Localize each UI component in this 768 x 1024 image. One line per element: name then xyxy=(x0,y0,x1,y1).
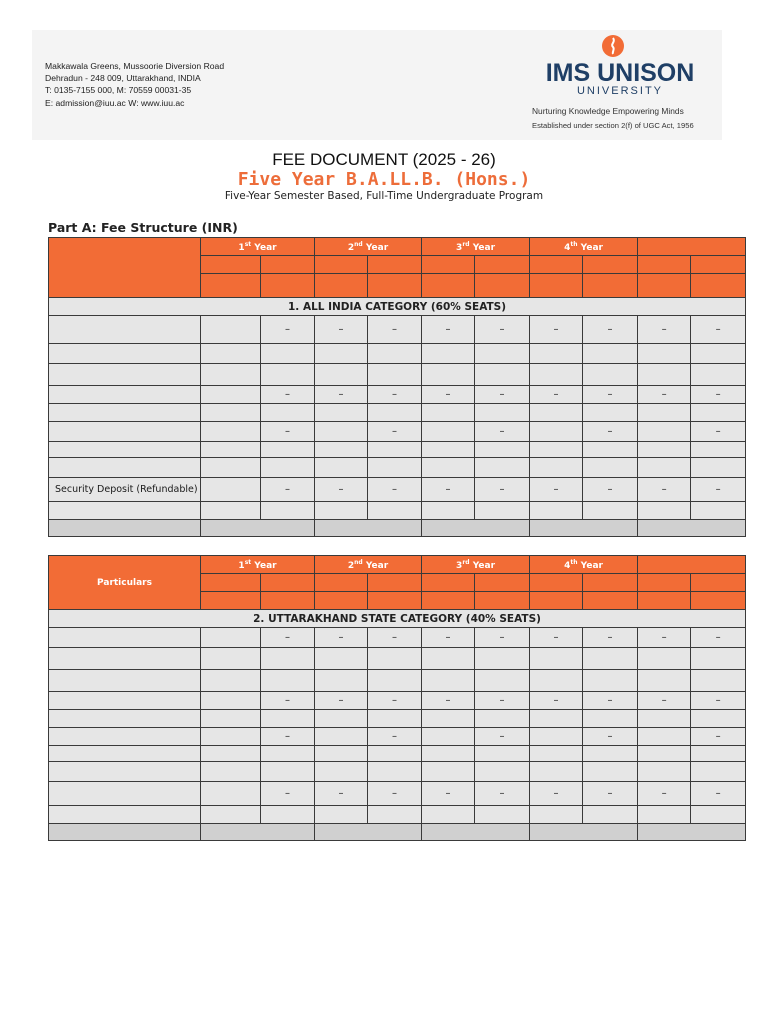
table-row: – – – – – – – – – xyxy=(49,628,746,648)
email-line: E: admission@iuu.ac W: www.iuu.ac xyxy=(45,97,185,108)
table-row-security-deposit: Security Deposit (Refundable) – – – – – – – – – xyxy=(49,478,746,502)
program-title: Five Year B.A.LL.B. (Hons.) xyxy=(237,169,531,190)
fee-table-uttarakhand xyxy=(48,555,746,841)
table-row xyxy=(49,710,746,728)
phone-line: T: 0135-7155 000, M: 70559 00031-35 xyxy=(45,85,192,96)
table-row: – – – – – – – – – xyxy=(49,692,746,710)
table-row xyxy=(49,670,746,692)
table-row xyxy=(49,806,746,824)
table-row xyxy=(49,404,746,422)
logo-name: IMS UNISON xyxy=(545,59,695,87)
table-row xyxy=(49,442,746,458)
university-logo xyxy=(530,32,715,132)
year-4-header: 4th Year xyxy=(530,556,638,574)
address-line: Makkawala Greens, Mussoorie Diversion Road xyxy=(45,61,225,71)
table-row xyxy=(49,502,746,520)
year-5-header xyxy=(638,556,746,574)
address-block xyxy=(45,60,224,109)
logo-subtitle: UNIVERSITY xyxy=(576,85,663,97)
document-title: FEE DOCUMENT (2025 - 26) xyxy=(272,150,496,169)
total-row xyxy=(49,520,746,537)
year-2-header: 2nd Year xyxy=(315,238,422,256)
category-heading: 1. ALL INDIA CATEGORY (60% SEATS) xyxy=(49,298,746,316)
established-note: Established under section 2(f) of UGC Act, 1956 xyxy=(532,121,694,130)
security-deposit-label: Security Deposit (Refundable) xyxy=(49,478,201,502)
table-row xyxy=(49,746,746,762)
table-row: – – – – – – – – – xyxy=(49,316,746,344)
table-row xyxy=(49,458,746,478)
table-row xyxy=(49,648,746,670)
table-row: – – – – – xyxy=(49,422,746,442)
table-row xyxy=(49,344,746,364)
table-row xyxy=(49,364,746,386)
total-row xyxy=(49,824,746,841)
year-5-header xyxy=(638,238,746,256)
flame-icon xyxy=(601,34,625,58)
table-row: – – – – – – – – – xyxy=(49,386,746,404)
category-heading: 2. UTTARAKHAND STATE CATEGORY (40% SEATS) xyxy=(49,610,746,628)
table-row: – – – – – xyxy=(49,728,746,746)
part-title: Part A: Fee Structure (INR) xyxy=(48,220,238,235)
particulars-header xyxy=(49,238,201,298)
year-3-header: 3rd Year xyxy=(422,238,530,256)
tagline: Nurturing Knowledge Empowering Minds xyxy=(532,106,684,116)
year-4-header: 4th Year xyxy=(530,238,638,256)
year-1-header: 1st Year xyxy=(201,238,315,256)
table-row xyxy=(49,762,746,782)
fee-table-all-india xyxy=(48,237,746,537)
year-2-header: 2nd Year xyxy=(315,556,422,574)
program-description: Five-Year Semester Based, Full-Time Undergraduate Program xyxy=(224,190,544,202)
year-1-header: 1st Year xyxy=(201,556,315,574)
year-3-header: 3rd Year xyxy=(422,556,530,574)
particulars-header: Particulars xyxy=(49,556,201,610)
table-row: – – – – – – – – – xyxy=(49,782,746,806)
address-line: Dehradun - 248 009, Uttarakhand, INDIA xyxy=(45,73,201,84)
